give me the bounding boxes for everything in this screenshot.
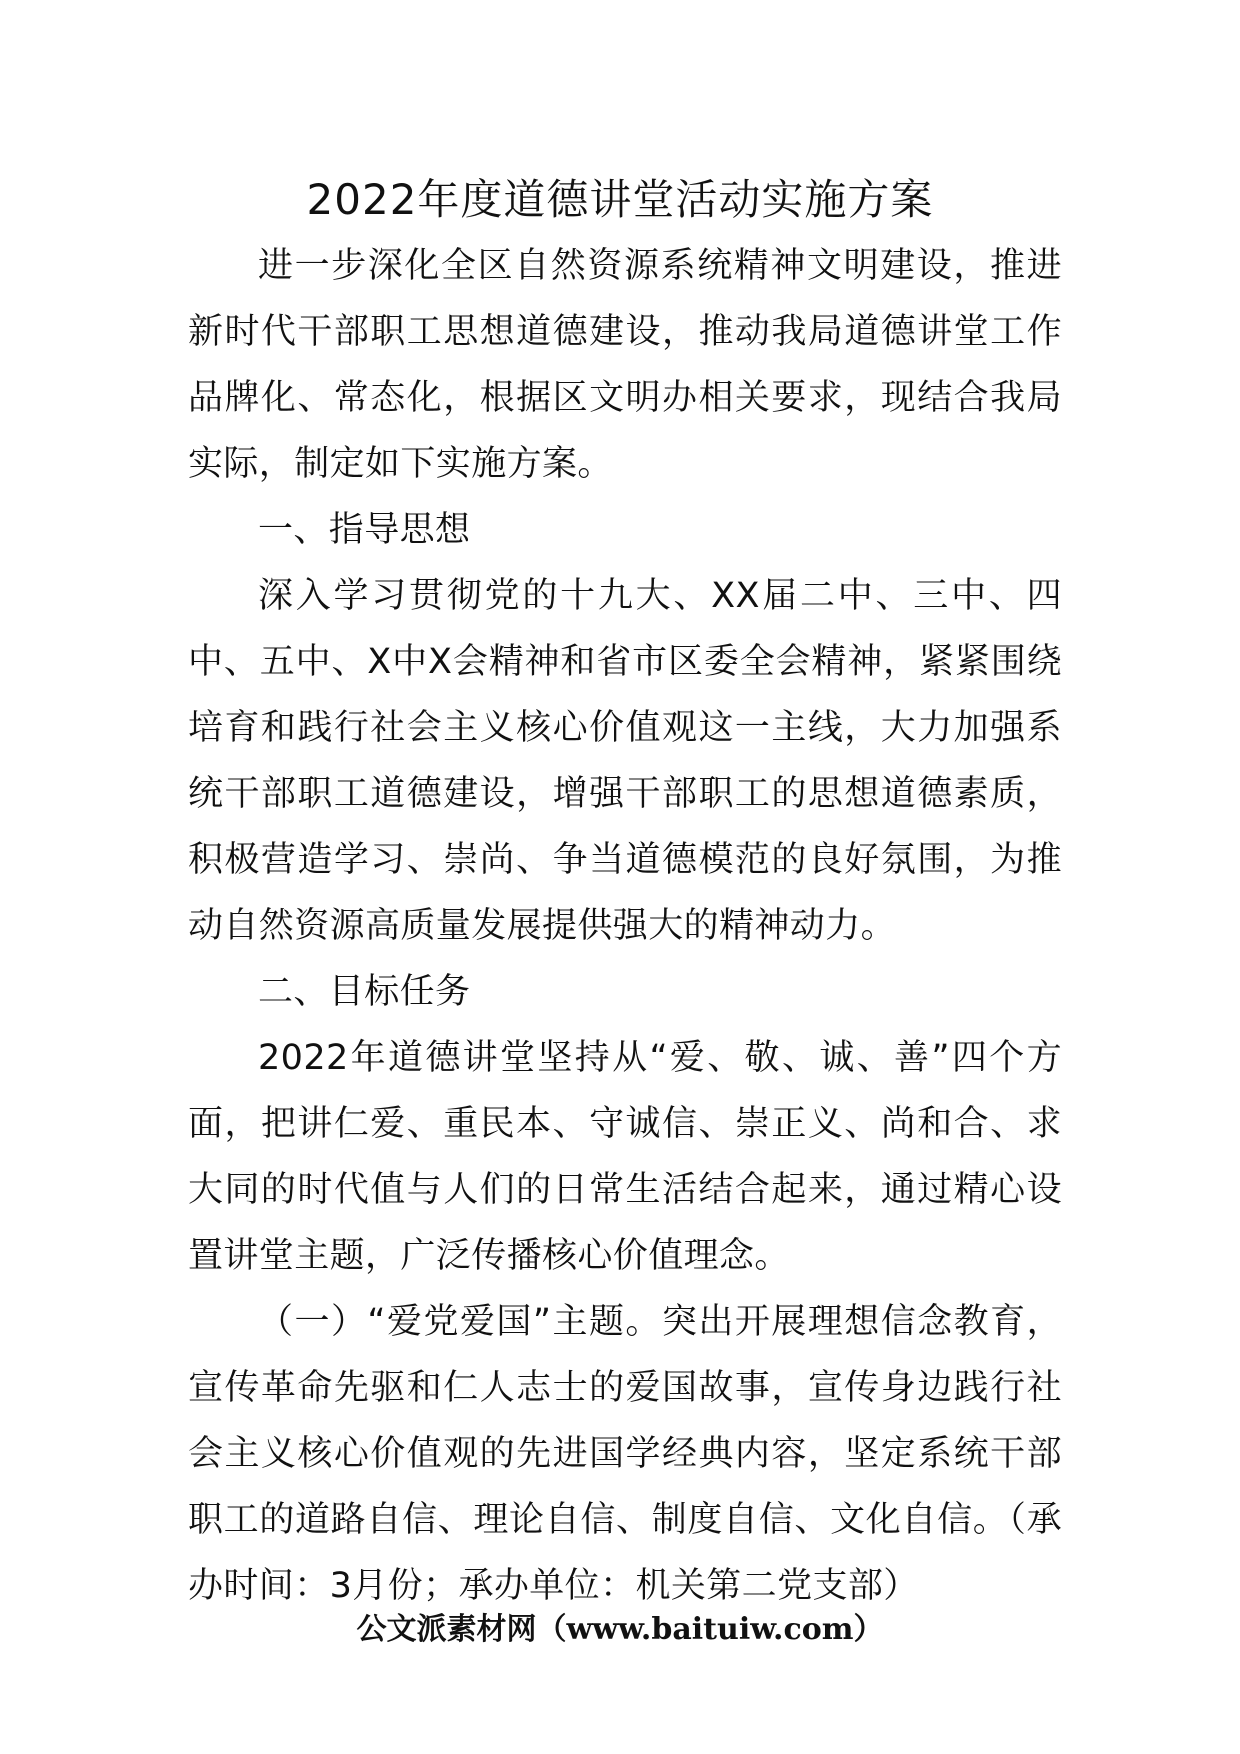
- guiding-ideology-paragraph: 深入学习贯彻党的十九大、XX届二中、三中、四中、五中、X中X会精神和省市区委全会精神，紧紧围绕培育和践行社会主义核心价值观这一主线，大力加强系统干部职工道德建设，增强干部职工的思想道德素质，积极营造学习、崇尚、争当道德模范的良好氛围，为推动自然资源高质量发展提供强大的精神动力。: [188, 576, 1062, 946]
- objectives-paragraph: 2022年道德讲堂坚持从“爱、敬、诚、善”四个方面，把讲仁爱、重民本、守诚信、崇正义、尚和合、求大同的时代值与人们的日常生活结合起来，通过精心设置讲堂主题，广泛传播核心价值理念。: [188, 1038, 1062, 1276]
- objectives-item-1-paragraph: （一）“爱党爱国”主题。突出开展理想信念教育，宣传革命先驱和仁人志士的爱国故事，宣传身边践行社会主义核心价值观的先进国学经典内容，坚定系统干部职工的道路自信、理论自信、制度自信、文化自信。（承办时间：3月份；承办单位：机关第二党支部）: [188, 1302, 1062, 1606]
- footer-watermark-text: 公文派素材网（www.baituiw.com）: [356, 1612, 884, 1647]
- section-heading-guiding-ideology: 一、指导思想: [258, 510, 471, 550]
- document-title: 2022年度道德讲堂活动实施方案: [306, 175, 934, 224]
- section-heading-objectives: 二、目标任务: [258, 972, 471, 1012]
- document-body: [188, 233, 1062, 1619]
- intro-paragraph: 进一步深化全区自然资源系统精神文明建设，推进新时代干部职工思想道德建设，推动我局道德讲堂工作品牌化、常态化，根据区文明办相关要求，现结合我局实际，制定如下实施方案。: [188, 246, 1062, 484]
